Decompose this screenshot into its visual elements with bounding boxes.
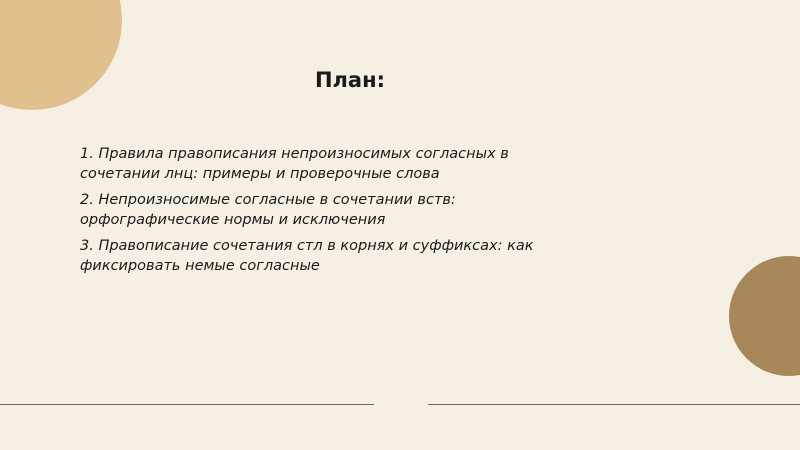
decorative-circle-top-left — [0, 0, 122, 110]
plan-item-2: 2. Непроизносимые согласные в сочетании вств: орфографические нормы и исключения — [80, 192, 456, 228]
divider-line-left — [0, 404, 374, 405]
plan-list — [80, 144, 570, 282]
divider-line-right — [428, 404, 800, 405]
plan-item-1: 1. Правила правописания непроизносимых согласных в сочетании лнц: примеры и проверочные слова — [80, 146, 509, 182]
slide-title: План: — [314, 68, 386, 92]
decorative-circle-bottom-right — [729, 256, 800, 376]
plan-item-3: 3. Правописание сочетания стл в корнях и суффиксах: как фиксировать немые согласные — [80, 238, 534, 274]
